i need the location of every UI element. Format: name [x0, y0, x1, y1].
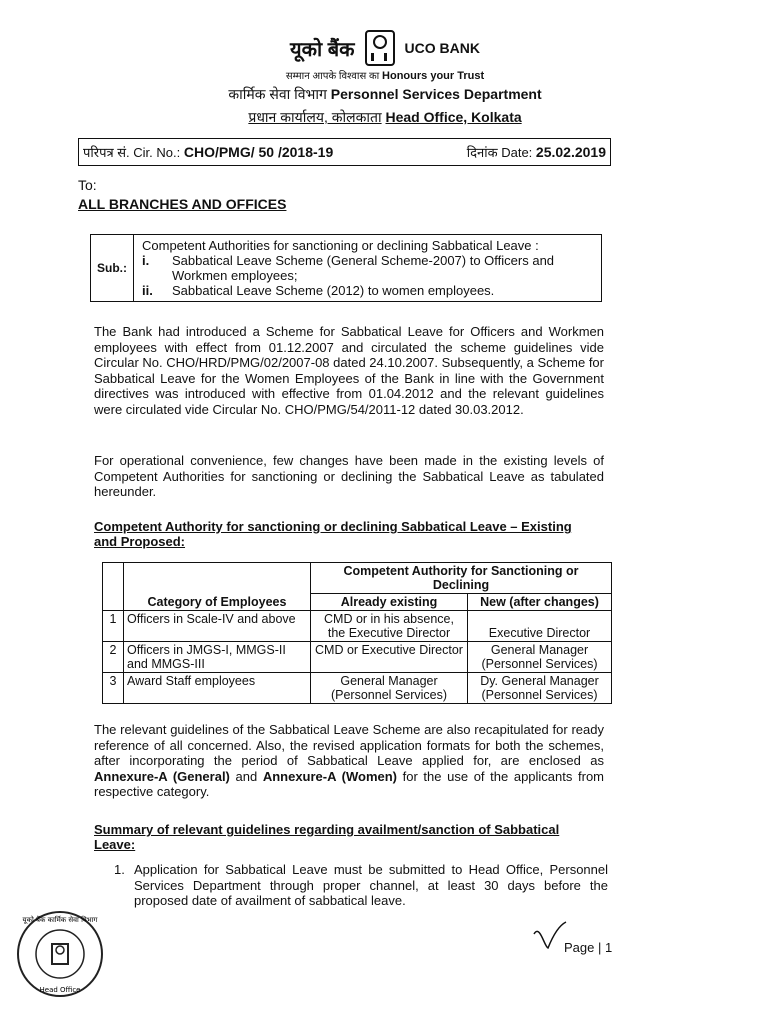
paragraph-annexures-and: and	[229, 768, 263, 784]
table-heading: Competent Authority for sanctioning or declining Sabbatical Leave – Existing and Proposed:	[94, 519, 572, 549]
department-hindi: कार्मिक सेवा विभाग	[228, 86, 327, 102]
circular-number	[83, 143, 333, 161]
office-english: Head Office, Kolkata	[385, 109, 522, 125]
circular-number-label: परिपत्र सं. Cir. No.:	[83, 145, 181, 160]
seal-outer-text: यूको बैंक कार्मिक सेवा विभाग	[22, 916, 98, 924]
cell-new: Dy. General Manager (Personnel Services)	[468, 673, 612, 704]
annexure-women: Annexure-A (Women)	[262, 768, 398, 784]
paragraph-annexures-text-a: The relevant guidelines of the Sabbatical Leave Scheme are also recapitulated for ready reference of all concerned. Also, the revised application formats for both the schemes, after incorporating the period of Sabbatical Leave applied for, are enclosed as	[94, 722, 604, 768]
subject-label: Sub.:	[91, 235, 134, 301]
department-english: Personnel Services Department	[330, 86, 542, 102]
uco-bank-logo-icon	[365, 30, 395, 66]
table-header-row	[103, 563, 612, 594]
subject-item	[142, 283, 593, 298]
cell-existing: CMD or in his absence, the Executive Director	[311, 611, 468, 642]
circular-date	[467, 143, 606, 161]
addressee: ALL BRANCHES AND OFFICES	[78, 196, 287, 212]
seal-bottom-text: Head Office	[39, 986, 81, 994]
guideline-number: 1.	[114, 862, 125, 877]
letterhead	[160, 30, 610, 127]
page-number: Page | 1	[564, 940, 613, 955]
header-new: New (after changes)	[468, 594, 612, 611]
guideline-text: Application for Sabbatical Leave must be submitted to Head Office, Personnel Services Department through proper channel, at least 30 days before the proposed date of availment of sabbatical leave.	[134, 862, 608, 908]
tagline-english: Honours your Trust	[382, 70, 485, 82]
table-row	[103, 642, 612, 673]
header-serial	[103, 563, 124, 611]
paragraph-annexures	[94, 722, 604, 800]
subject-item-text: Sabbatical Leave Scheme (General Scheme-2007) to Officers and Workmen employees;	[172, 253, 555, 283]
cell-new: General Manager (Personnel Services)	[468, 642, 612, 673]
circular-date-label: दिनांक Date:	[466, 145, 533, 160]
cell-serial: 3	[103, 673, 124, 704]
cell-serial: 2	[103, 642, 124, 673]
bank-name-hindi: यूको बैंक	[290, 38, 355, 61]
guideline-item	[114, 862, 608, 909]
circular-date-value: 25.02.2019	[535, 144, 606, 160]
department	[160, 85, 610, 104]
header-category: Category of Employees	[124, 563, 311, 611]
department-seal	[14, 908, 106, 1000]
authority-table	[102, 562, 612, 704]
subject-item	[142, 253, 593, 283]
office-hindi: प्रधान कार्यालय, कोलकाता	[248, 109, 382, 125]
subject-box	[90, 234, 602, 302]
circular-reference-box	[78, 138, 611, 166]
table-row	[103, 673, 612, 704]
paragraph-introduction: The Bank had introduced a Scheme for Sabbatical Leave for Officers and Workmen employees with effect from 01.12.2007 and circulated the scheme guidelines vide Circular No. CHO/HRD/PMG/02/2007-08 dated 24.10.2007. Subsequently, a Scheme for Sabbatical Leave for the Women Employees of the Bank in line with the Government directives was introduced with effective from 01.04.2012 and the relevant guidelines were circulated vide Circular No. CHO/PMG/54/2011-12 dated 30.03.2012.	[94, 324, 604, 417]
cell-existing: General Manager (Personnel Services)	[311, 673, 468, 704]
to-label: To:	[78, 177, 97, 193]
cell-existing: CMD or Executive Director	[311, 642, 468, 673]
office	[160, 108, 610, 127]
subject-item-number: i.	[142, 253, 150, 268]
annexure-general: Annexure-A (General)	[94, 768, 230, 784]
subject-item-number: ii.	[142, 283, 153, 298]
subject-body	[134, 235, 601, 301]
header-competent-authority: Competent Authority for Sanctioning or Declining	[311, 563, 612, 594]
paragraph-annexures-text-b: for the use of the applicants from respective category.	[94, 768, 605, 799]
subject-item-text: Sabbatical Leave Scheme (2012) to women employees.	[172, 283, 495, 298]
circular-number-value: CHO/PMG/ 50 /2018-19	[183, 144, 334, 160]
paragraph-changes: For operational convenience, few changes have been made in the existing levels of Competent Authorities for sanctioning or declining the Sabbatical Leave as tabulated hereunder.	[94, 453, 604, 499]
cell-category: Officers in Scale-IV and above	[124, 611, 311, 642]
cell-category: Officers in JMGS-I, MMGS-II and MMGS-III	[124, 642, 311, 673]
cell-new: Executive Director	[468, 611, 612, 642]
cell-category: Award Staff employees	[124, 673, 311, 704]
tagline	[160, 68, 610, 82]
bank-name: UCO BANK	[404, 40, 480, 56]
summary-heading: Summary of relevant guidelines regarding availment/sanction of Sabbatical Leave:	[94, 822, 560, 852]
table-row	[103, 611, 612, 642]
tagline-hindi: सम्मान आपके विश्वास का	[285, 71, 380, 82]
subject-intro: Competent Authorities for sanctioning or declining Sabbatical Leave :	[142, 238, 539, 253]
header-existing: Already existing	[311, 594, 468, 611]
cell-serial: 1	[103, 611, 124, 642]
